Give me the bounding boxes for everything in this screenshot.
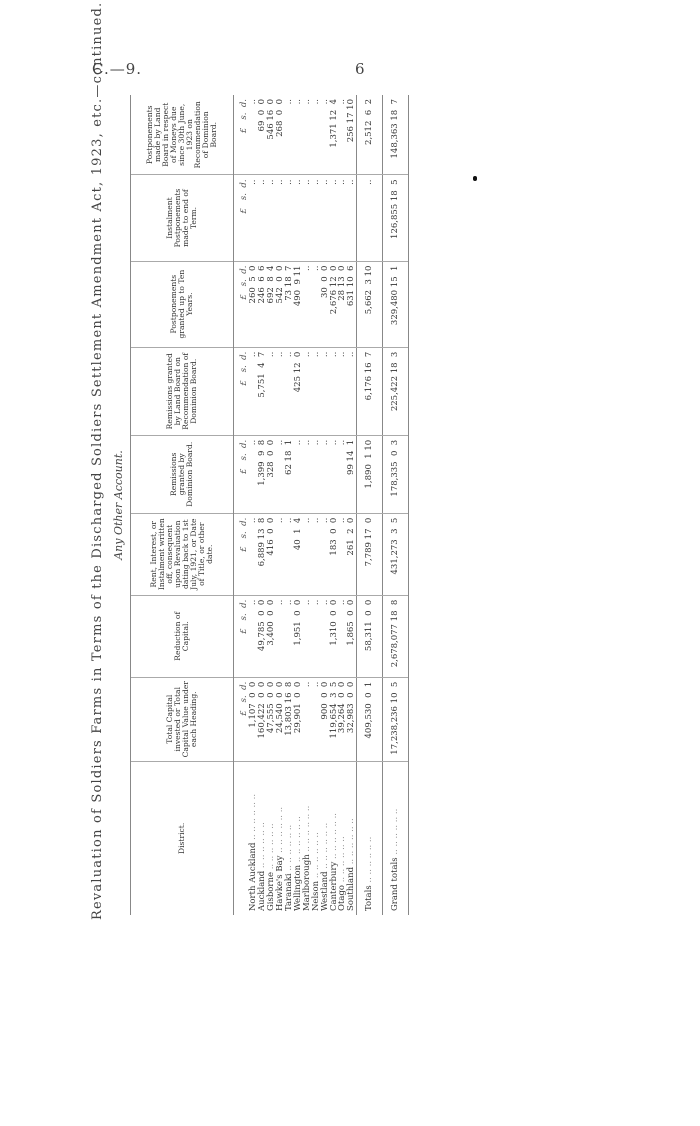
value-cell: .. xyxy=(321,595,330,677)
dot-leader: .. .. .. .. .. .. xyxy=(301,805,312,855)
value-cell: .. xyxy=(285,347,294,435)
value-cell: 119,654 3 5 xyxy=(330,677,339,761)
value-cell: 183 0 0 xyxy=(330,513,339,595)
dot-leader: .. .. .. .. .. .. xyxy=(274,806,285,856)
dot-leader: .. .. .. .. .. .. xyxy=(337,836,348,885)
value-cell: .. xyxy=(347,347,356,435)
value-cell: 900 0 0 xyxy=(321,677,330,761)
value-cell: 5,751 4 7 xyxy=(258,347,267,435)
value-cell: .. xyxy=(276,595,285,677)
value-cell: .. xyxy=(276,513,285,595)
units-cell: £ s. d. xyxy=(234,677,249,761)
units-cell: £ s. d. xyxy=(234,175,249,261)
value-cell: .. xyxy=(303,347,312,435)
district-cell: Hawke's Bay .. .. .. .. .. .. xyxy=(274,806,285,911)
value-cell: .. xyxy=(285,175,294,261)
district-cell: Gisborne .. .. .. .. .. .. xyxy=(265,823,276,911)
value-cell: 30 0 0 xyxy=(321,261,330,347)
column-header-land-board-remissions: Remissions granted by Land Board on Recommendation of Dominion Board. xyxy=(131,347,234,435)
table-row xyxy=(347,95,356,915)
table-row xyxy=(338,95,347,915)
value-cell: .. xyxy=(267,347,276,435)
dot-leader: .. .. .. .. .. .. xyxy=(346,818,357,867)
value-cell: 39,264 0 0 xyxy=(338,677,347,761)
value-cell: 409,530 0 1 xyxy=(357,677,383,761)
value-cell: 2,676 12 0 xyxy=(330,261,339,347)
value-cell: 692 8 4 xyxy=(267,261,276,347)
value-cell: 2,512 6 2 xyxy=(357,95,383,175)
value-cell: .. xyxy=(267,175,276,261)
value-cell: 425 12 0 xyxy=(294,347,303,435)
revaluation-table xyxy=(130,95,409,915)
dot-leader: .. .. .. .. .. .. xyxy=(310,832,321,881)
value-cell: 62 18 1 xyxy=(285,435,294,513)
table-row xyxy=(312,95,321,915)
value-cell: .. xyxy=(338,347,347,435)
district-cell: Otago .. .. .. .. .. .. xyxy=(337,836,348,911)
value-cell: 148,363 18 7 xyxy=(383,95,409,175)
value-cell: 328 0 0 xyxy=(267,435,276,513)
value-cell: .. xyxy=(303,95,312,175)
district-cell: Southland .. .. .. .. .. .. xyxy=(346,818,357,911)
units-cell xyxy=(234,761,249,915)
value-cell: .. xyxy=(330,435,339,513)
value-cell: .. xyxy=(303,595,312,677)
value-cell: 1,371 12 4 xyxy=(330,95,339,175)
district-cell: Marlborough .. .. .. .. .. .. xyxy=(301,805,312,911)
value-cell: 24,540 0 0 xyxy=(276,677,285,761)
value-cell: .. xyxy=(347,175,356,261)
dot-leader: .. .. .. .. .. .. xyxy=(283,824,294,874)
dot-leader: .. .. .. .. .. .. xyxy=(319,822,330,872)
value-cell: 6,176 16 7 xyxy=(357,347,383,435)
value-cell: .. xyxy=(303,261,312,347)
value-cell: .. xyxy=(312,261,321,347)
table-row xyxy=(303,95,312,915)
value-cell: 1,310 0 0 xyxy=(330,595,339,677)
value-cell: 431,273 3 5 xyxy=(383,513,409,595)
value-cell: .. xyxy=(321,435,330,513)
value-cell: 69 0 0 xyxy=(258,95,267,175)
value-cell: 58,311 0 0 xyxy=(357,595,383,677)
table-subtitle: Any Other Account. xyxy=(112,450,125,560)
column-header-written-off: Rent, Interest, or Instalment written off, consequent upon Revaluation dating back to 1st July, 1921, or Date of Title, or other date. xyxy=(131,513,234,595)
value-cell: 28 13 0 xyxy=(338,261,347,347)
district-cell: Westland .. .. .. .. .. .. xyxy=(319,822,330,911)
value-cell: .. xyxy=(294,175,303,261)
column-header-instalment-postponements: Instalment Postponements made to end of Term. xyxy=(131,175,234,261)
value-cell: 73 18 7 xyxy=(285,261,294,347)
value-cell: 2,678,077 18 8 xyxy=(383,595,409,677)
column-header-postponements-ten-years: Postponements granted up to Ten Years. xyxy=(131,261,234,347)
header-row xyxy=(131,95,234,915)
value-cell: .. xyxy=(249,513,258,595)
district-cell: Wellington .. .. .. .. .. .. xyxy=(292,816,303,911)
table-body xyxy=(234,95,409,915)
value-cell: 1,107 0 0 xyxy=(249,677,258,761)
value-cell: 32,983 0 0 xyxy=(347,677,356,761)
value-cell: .. xyxy=(330,175,339,261)
value-cell: .. xyxy=(312,595,321,677)
value-cell: .. xyxy=(338,95,347,175)
value-cell: 13,803 16 8 xyxy=(285,677,294,761)
value-cell: 490 9 11 xyxy=(294,261,303,347)
value-cell: .. xyxy=(285,513,294,595)
ink-speck xyxy=(473,176,477,181)
table-row xyxy=(267,95,276,915)
units-cell: £ s. d. xyxy=(234,435,249,513)
value-cell: .. xyxy=(276,435,285,513)
units-cell: £ s. d. xyxy=(234,513,249,595)
value-cell: 260 5 0 xyxy=(249,261,258,347)
value-cell: 246 6 6 xyxy=(258,261,267,347)
value-cell: 268 0 0 xyxy=(276,95,285,175)
value-cell: 5,662 3 10 xyxy=(357,261,383,347)
value-cell: .. xyxy=(249,175,258,261)
value-cell: .. xyxy=(249,435,258,513)
district-cell: Taranaki .. .. .. .. .. .. xyxy=(283,824,294,911)
value-cell: .. xyxy=(303,435,312,513)
column-header-district: District. xyxy=(131,761,234,915)
value-cell: 225,422 18 3 xyxy=(383,347,409,435)
table-row xyxy=(330,95,339,915)
value-cell: 256 17 10 xyxy=(347,95,356,175)
value-cell: .. xyxy=(294,435,303,513)
value-cell: 160,422 0 0 xyxy=(258,677,267,761)
table-row xyxy=(258,95,267,915)
value-cell: .. xyxy=(321,513,330,595)
value-cell: .. xyxy=(312,347,321,435)
value-cell: .. xyxy=(258,175,267,261)
value-cell: .. xyxy=(312,95,321,175)
value-cell: .. xyxy=(249,595,258,677)
table-row xyxy=(294,95,303,915)
dot-leader: .. .. .. .. .. .. xyxy=(390,808,401,858)
value-cell: 1,865 0 0 xyxy=(347,595,356,677)
value-cell: 3,400 0 0 xyxy=(267,595,276,677)
column-header-land-board-postponements: Postponements made by Land Board in respect of Moneys due since 30th June, 1923 on Recommendation of Dominion Board. xyxy=(131,95,234,175)
table-row xyxy=(249,95,258,915)
value-cell: 178,335 0 3 xyxy=(383,435,409,513)
value-cell: .. xyxy=(285,595,294,677)
value-cell: .. xyxy=(312,175,321,261)
column-header-total-capital: Total Capital invested or Total Capital Value under each Heading. xyxy=(131,677,234,761)
value-cell: 1,951 0 0 xyxy=(294,595,303,677)
value-cell: 40 1 4 xyxy=(294,513,303,595)
dot-leader: .. .. .. .. .. .. xyxy=(256,822,267,871)
value-cell: 542 0 0 xyxy=(276,261,285,347)
value-cell: .. xyxy=(285,95,294,175)
district-cell: Totals .. .. .. .. .. .. xyxy=(357,761,383,915)
page-header xyxy=(0,0,700,90)
dot-leader: .. .. .. .. .. .. xyxy=(292,816,303,865)
table-row xyxy=(285,95,294,915)
dot-leader: .. .. .. .. .. .. xyxy=(328,813,339,862)
value-cell: .. xyxy=(321,95,330,175)
value-cell: .. xyxy=(357,175,383,261)
table-title: Revaluation of Soldiers Farms in Terms of the Discharged Soldiers Settlement Amendment Act, 1923, etc.—continued. xyxy=(90,1,105,920)
value-cell: 416 0 0 xyxy=(267,513,276,595)
value-cell: .. xyxy=(338,513,347,595)
value-cell: .. xyxy=(249,95,258,175)
grand-totals-row xyxy=(383,95,409,915)
value-cell: 546 16 0 xyxy=(267,95,276,175)
value-cell: 261 2 0 xyxy=(347,513,356,595)
units-cell: £ s. d. xyxy=(234,347,249,435)
table-row xyxy=(321,95,330,915)
value-cell: .. xyxy=(338,175,347,261)
units-row xyxy=(234,95,249,915)
value-cell: 6,889 13 8 xyxy=(258,513,267,595)
district-cell: Auckland .. .. .. .. .. .. xyxy=(256,822,267,911)
value-cell: 7,789 17 0 xyxy=(357,513,383,595)
value-cell: .. xyxy=(303,677,312,761)
value-cell: .. xyxy=(330,347,339,435)
value-cell: .. xyxy=(338,595,347,677)
value-cell: 1,399 9 8 xyxy=(258,435,267,513)
units-cell: £ s. d. xyxy=(234,261,249,347)
value-cell: 631 10 6 xyxy=(347,261,356,347)
value-cell: .. xyxy=(312,677,321,761)
dot-leader: .. .. .. .. .. .. xyxy=(247,793,258,843)
value-cell: 47,555 0 0 xyxy=(267,677,276,761)
units-cell: £ s. d. xyxy=(234,595,249,677)
value-cell: .. xyxy=(338,435,347,513)
column-header-dominion-remissions: Remissions granted by Dominion Board. xyxy=(131,435,234,513)
value-cell: .. xyxy=(276,347,285,435)
value-cell: 329,480 15 1 xyxy=(383,261,409,347)
value-cell: .. xyxy=(312,513,321,595)
district-cell: Grand totals .. .. .. .. .. .. xyxy=(383,761,409,915)
value-cell: .. xyxy=(303,513,312,595)
value-cell: 126,855 18 5 xyxy=(383,175,409,261)
value-cell: 29,901 0 0 xyxy=(294,677,303,761)
value-cell: 17,238,236 10 5 xyxy=(383,677,409,761)
page-number: 6 xyxy=(355,60,365,78)
district-cell: Nelson .. .. .. .. .. .. xyxy=(310,832,321,911)
table-row xyxy=(276,95,285,915)
units-cell: £ s. d. xyxy=(234,95,249,175)
value-cell: .. xyxy=(321,175,330,261)
value-cell: 99 14 1 xyxy=(347,435,356,513)
value-cell: .. xyxy=(303,175,312,261)
district-cell: North Auckland .. .. .. .. .. .. xyxy=(247,793,258,911)
district-cell: Canterbury .. .. .. .. .. .. xyxy=(328,813,339,911)
column-header-reduction: Reduction of Capital. xyxy=(131,595,234,677)
value-cell: .. xyxy=(276,175,285,261)
value-cell: .. xyxy=(312,435,321,513)
value-cell: .. xyxy=(249,347,258,435)
dot-leader: .. .. .. .. .. .. xyxy=(364,836,375,886)
value-cell: .. xyxy=(321,347,330,435)
dot-leader: .. .. .. .. .. .. xyxy=(265,823,276,872)
document-reference: C.—9. xyxy=(92,60,143,78)
value-cell: 1,890 1 10 xyxy=(357,435,383,513)
totals-row xyxy=(357,95,383,915)
value-cell: .. xyxy=(294,95,303,175)
value-cell: 49,785 0 0 xyxy=(258,595,267,677)
